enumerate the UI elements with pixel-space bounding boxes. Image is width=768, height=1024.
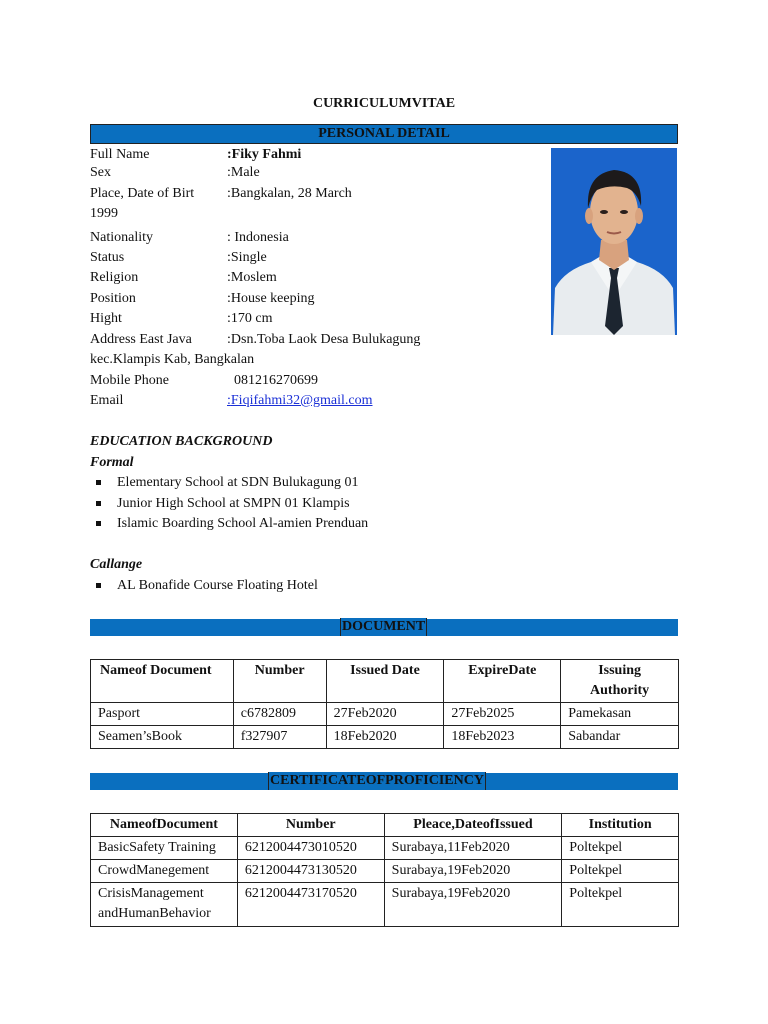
list-item: Elementary School at SDN Bulukagung 01 xyxy=(117,475,359,490)
col-header: ExpireDate xyxy=(444,660,561,703)
status-label: Status xyxy=(90,250,125,265)
table-cell: c6782809 xyxy=(233,703,326,726)
col-header: Number xyxy=(237,814,384,837)
certificate-heading: CERTIFICATEOFPROFICIENCY xyxy=(270,773,484,788)
height-label: Hight xyxy=(90,311,122,326)
email-link[interactable]: Fiqifahmi32@gmail.com xyxy=(230,393,373,408)
col-header: Nameof Document xyxy=(91,660,234,703)
position-value: :House keeping xyxy=(227,291,315,306)
table-cell: BasicSafety Training xyxy=(91,837,238,860)
col-header: Issued Date xyxy=(326,660,444,703)
sex-value: :Male xyxy=(227,165,260,180)
formal-heading: Formal xyxy=(90,455,134,470)
education-heading: EDUCATION BACKGROUND xyxy=(90,434,273,449)
col-header: Issuing Authority xyxy=(561,660,679,703)
table-cell: 6212004473010520 xyxy=(237,837,384,860)
table-cell: 6212004473170520 xyxy=(237,883,384,927)
table-cell: 18Feb2020 xyxy=(326,726,444,749)
table-cell: 27Feb2025 xyxy=(444,703,561,726)
religion-value: :Moslem xyxy=(227,270,277,285)
bullet-icon xyxy=(96,501,101,506)
certificate-table xyxy=(90,813,679,927)
nationality-label: Nationality xyxy=(90,230,153,245)
table-cell: Poltekpel xyxy=(562,883,679,927)
table-row xyxy=(91,703,679,726)
document-bar xyxy=(90,619,678,636)
personal-detail-bar xyxy=(90,124,678,144)
address-label: Address East Java xyxy=(90,332,192,347)
position-label: Position xyxy=(90,291,136,306)
table-header-row xyxy=(91,660,679,703)
birth-label: Place, Date of Birt xyxy=(90,186,195,201)
callange-heading: Callange xyxy=(90,557,143,572)
table-cell: Seamen’sBook xyxy=(91,726,234,749)
address-value: :Dsn.Toba Laok Desa Bulukagung xyxy=(227,332,421,347)
table-cell: Pasport xyxy=(91,703,234,726)
col-header: Pleace,DateofIssued xyxy=(384,814,562,837)
bullet-icon xyxy=(96,521,101,526)
document-heading: DOCUMENT xyxy=(342,619,426,634)
table-cell: Sabandar xyxy=(561,726,679,749)
table-row xyxy=(91,837,679,860)
bullet-icon xyxy=(96,480,101,485)
birth-value: :Bangkalan, 28 March xyxy=(227,186,352,201)
full-name-label: Full Name xyxy=(90,147,150,162)
cv-title: CURRICULUMVITAE xyxy=(312,96,456,111)
list-item: AL Bonafide Course Floating Hotel xyxy=(117,578,318,593)
certificate-bar xyxy=(90,773,678,790)
religion-label: Religion xyxy=(90,270,139,285)
birth-year: 1999 xyxy=(90,206,118,221)
person-portrait-icon xyxy=(551,148,677,335)
status-value: :Single xyxy=(227,250,267,265)
table-row xyxy=(91,726,679,749)
email-label: Email xyxy=(90,393,124,408)
email-field xyxy=(227,392,373,410)
bullet-icon xyxy=(96,583,101,588)
list-item: Islamic Boarding School Al-amien Prenduan xyxy=(117,516,369,531)
col-header: Institution xyxy=(562,814,679,837)
table-row xyxy=(91,883,679,927)
email-prefix: : xyxy=(227,393,231,408)
address-line2: kec.Klampis Kab, Bangkalan xyxy=(90,352,255,367)
profile-photo xyxy=(551,148,677,335)
height-value: :170 cm xyxy=(227,311,273,326)
table-cell: 6212004473130520 xyxy=(237,860,384,883)
table-cell: Pamekasan xyxy=(561,703,679,726)
table-row xyxy=(91,860,679,883)
table-cell: 18Feb2023 xyxy=(444,726,561,749)
table-header-row xyxy=(91,814,679,837)
sex-label: Sex xyxy=(90,165,111,180)
list-item: Junior High School at SMPN 01 Klampis xyxy=(117,496,350,511)
col-header: NameofDocument xyxy=(91,814,238,837)
table-cell: Surabaya,19Feb2020 xyxy=(384,860,562,883)
table-cell: Poltekpel xyxy=(562,837,679,860)
document-table xyxy=(90,659,679,749)
table-cell: Poltekpel xyxy=(562,860,679,883)
table-cell: Surabaya,11Feb2020 xyxy=(384,837,562,860)
phone-label: Mobile Phone xyxy=(90,373,169,388)
full-name-value: :Fiky Fahmi xyxy=(227,147,302,162)
nationality-value: : Indonesia xyxy=(227,230,289,245)
phone-value: 081216270699 xyxy=(234,373,318,388)
table-cell: Surabaya,19Feb2020 xyxy=(384,883,562,927)
table-cell: CrisisManagement andHumanBehavior xyxy=(91,883,238,927)
table-cell: CrowdManegement xyxy=(91,860,238,883)
col-header: Number xyxy=(233,660,326,703)
table-cell: f327907 xyxy=(233,726,326,749)
table-cell: 27Feb2020 xyxy=(326,703,444,726)
personal-detail-heading: PERSONAL DETAIL xyxy=(318,126,450,141)
